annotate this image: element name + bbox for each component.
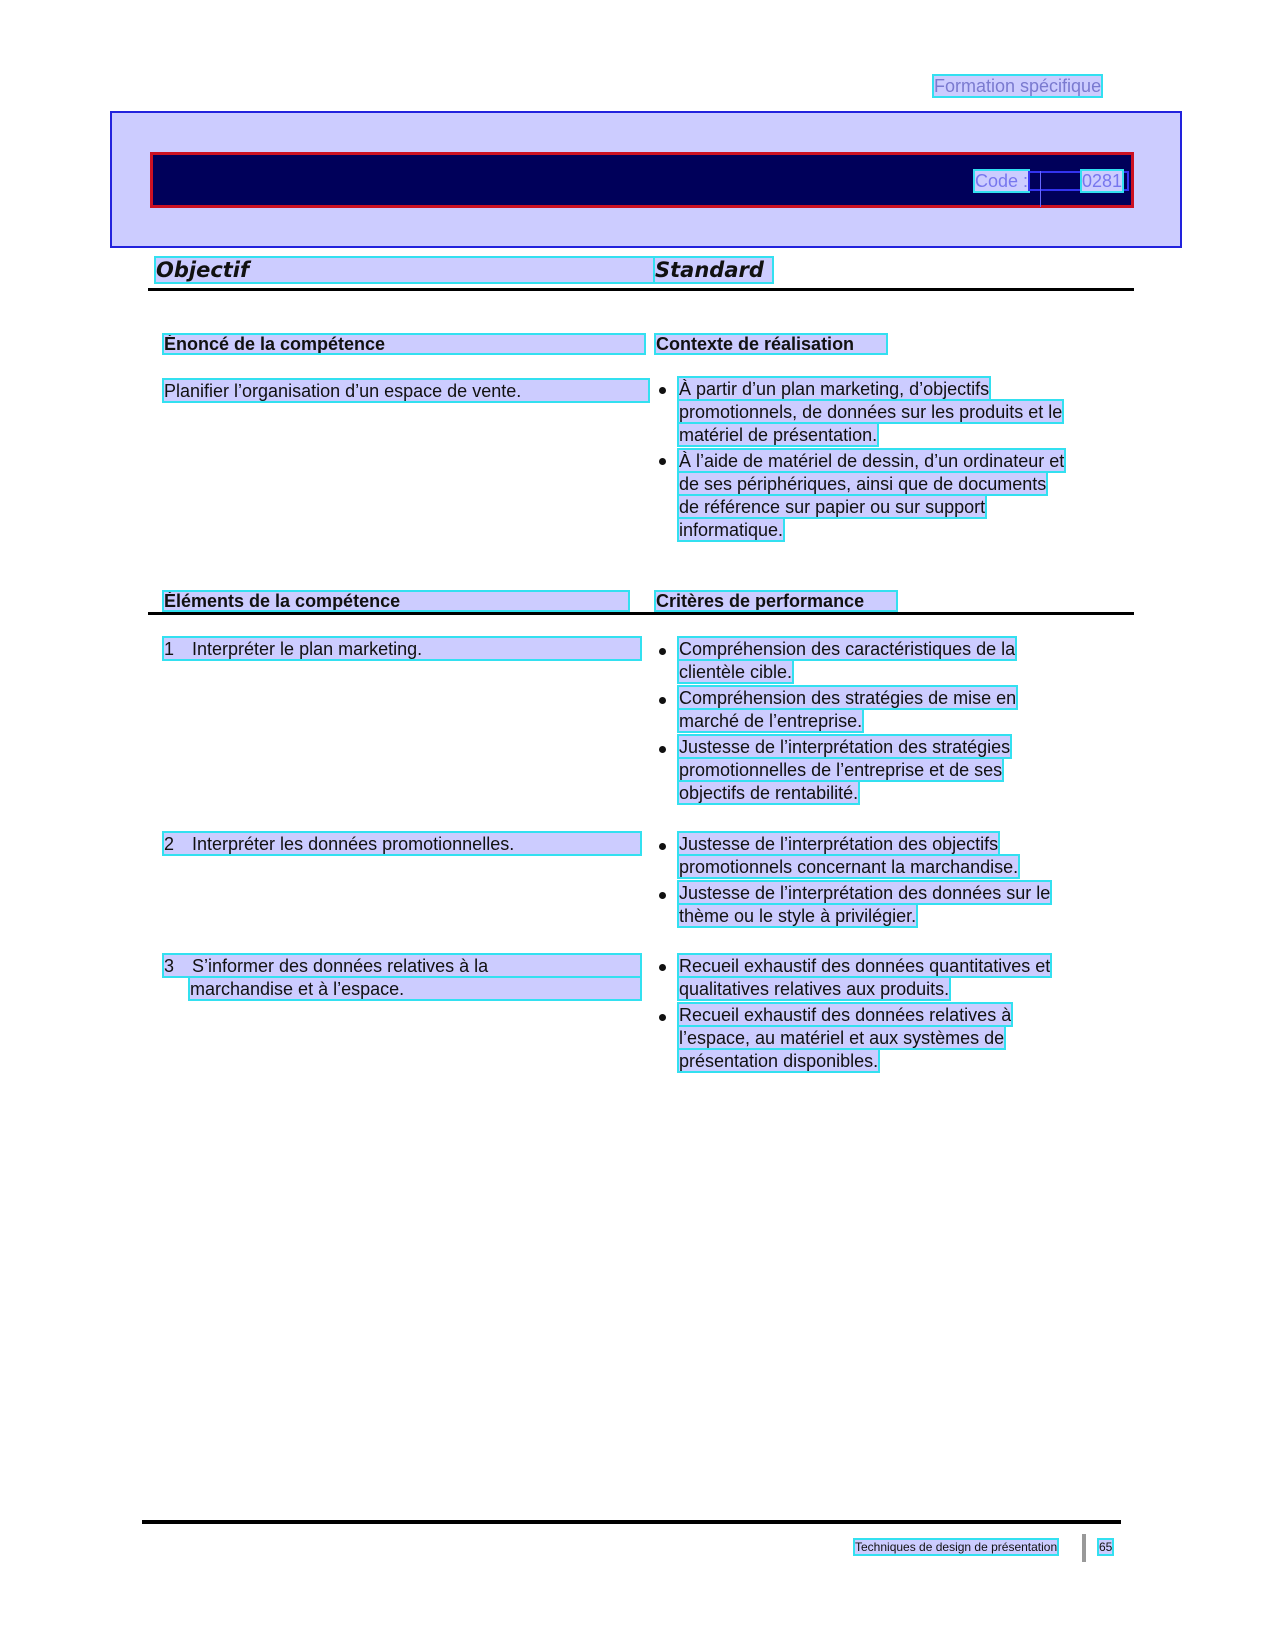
criterion-line: clientèle cible. — [679, 662, 793, 682]
criterion-line: l’espace, au matériel et aux systèmes de — [679, 1028, 1005, 1048]
criterion-line: qualitatives relatives aux produits. — [679, 979, 950, 999]
element-row — [164, 833, 640, 854]
column-heading-standard: Standard — [655, 258, 772, 282]
bullet — [659, 1014, 666, 1021]
footer-title: Techniques de design de présentation — [855, 1540, 1058, 1554]
context-line: informatique. — [679, 520, 784, 540]
element-number: 3 — [164, 956, 175, 976]
bullet — [659, 387, 666, 394]
criterion-item — [679, 882, 1050, 928]
criterion-line: Justesse de l’interprétation des objectifs — [679, 834, 999, 854]
document-type-label: Formation spécifique — [934, 76, 1102, 96]
element-text: Interpréter les données promotionnelles. — [192, 834, 515, 854]
context-line: de ses périphériques, ainsi que de documents — [679, 474, 1047, 494]
element-text: S’informer des données relatives à la — [192, 956, 489, 976]
criterion-line: thème ou le style à privilégier. — [679, 906, 917, 926]
competency-element — [164, 833, 640, 856]
heading-rule — [148, 288, 1134, 291]
element-text: marchandise et à l’espace. — [190, 978, 640, 999]
code-separator — [1040, 171, 1041, 207]
column-heading-objectif: Objectif — [156, 258, 656, 282]
context-line: À l’aide de matériel de dessin, d’un ordinateur et — [679, 451, 1065, 471]
bullet — [659, 746, 666, 753]
competency-statement — [164, 380, 648, 403]
competency-element — [164, 955, 640, 1001]
context-item — [679, 378, 1062, 447]
section-heading-criteres: Critères de performance — [656, 592, 896, 610]
footer-rule — [142, 1520, 1121, 1524]
section-heading-elements: Éléments de la compétence — [164, 592, 628, 610]
bullet — [659, 892, 666, 899]
section-heading-contexte: Contexte de réalisation — [656, 335, 886, 353]
context-line: promotionnels, de données sur les produits et le — [679, 402, 1063, 422]
criterion-line: présentation disponibles. — [679, 1051, 879, 1071]
context-line: matériel de présentation. — [679, 425, 878, 445]
criterion-line: Compréhension des stratégies de mise en — [679, 688, 1017, 708]
criterion-item — [679, 687, 1016, 733]
criterion-line: marché de l’entreprise. — [679, 711, 863, 731]
element-text: Interpréter le plan marketing. — [192, 639, 423, 659]
element-number: 1 — [164, 639, 175, 659]
footer-separator — [1082, 1534, 1086, 1562]
element-row — [164, 638, 640, 659]
context-item — [679, 450, 1064, 542]
criterion-item — [679, 638, 1015, 684]
criterion-item — [679, 955, 1050, 1001]
context-line: de référence sur papier ou sur support — [679, 497, 986, 517]
criterion-line: Justesse de l’interprétation des données sur le — [679, 883, 1051, 903]
code-label: Code : — [975, 171, 1029, 191]
section-heading-enonce: Énoncé de la compétence — [164, 335, 644, 353]
criterion-line: Justesse de l’interprétation des stratégies — [679, 737, 1011, 757]
bullet — [659, 697, 666, 704]
criterion-item — [679, 833, 1018, 879]
criterion-line: Compréhension des caractéristiques de la — [679, 639, 1016, 659]
bullet — [659, 964, 666, 971]
competency-element — [164, 638, 640, 661]
criterion-line: promotionnels concernant la marchandise. — [679, 857, 1019, 877]
code-value: 0281 — [1082, 171, 1123, 191]
statement-text: Planifier l’organisation d’un espace de vente. — [164, 380, 648, 401]
criterion-line: Recueil exhaustif des données relatives à — [679, 1005, 1012, 1025]
page-number: 65 — [1099, 1540, 1113, 1554]
criterion-line: Recueil exhaustif des données quantitatives et — [679, 956, 1051, 976]
section-rule — [148, 612, 1134, 615]
context-line: À partir d’un plan marketing, d’objectifs — [679, 379, 990, 399]
criterion-line: objectifs de rentabilité. — [679, 783, 859, 803]
bullet — [659, 648, 666, 655]
element-number: 2 — [164, 834, 175, 854]
criterion-item — [679, 736, 1010, 805]
bullet — [659, 843, 666, 850]
criterion-line: promotionnelles de l’entreprise et de ses — [679, 760, 1003, 780]
element-row — [164, 955, 640, 976]
bullet — [659, 458, 666, 465]
criterion-item — [679, 1004, 1011, 1073]
